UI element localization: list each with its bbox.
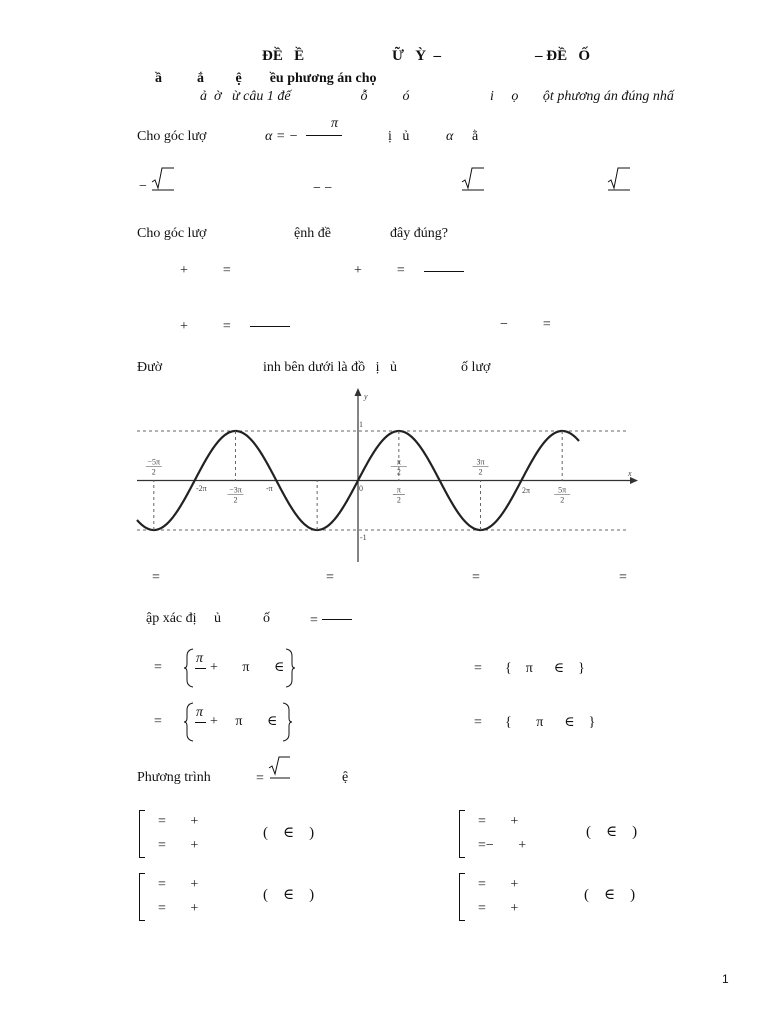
q5-option-a-line2[interactable]: = + (158, 838, 199, 853)
q5-option-a-line1[interactable]: = + (158, 814, 199, 829)
q5-option-c-line2[interactable]: = + (158, 901, 199, 916)
y-axis-arrow (355, 388, 362, 396)
q2-prompt: Cho góc lượ (137, 226, 207, 241)
q2-option-b[interactable]: + = (354, 263, 405, 278)
tick-numerator: −3π (229, 485, 242, 495)
q4-option-a-pi: π (196, 651, 204, 666)
right-brace-icon (281, 702, 293, 742)
q4-fraction-bar (195, 722, 206, 723)
tick-denominator: 2 (478, 467, 483, 477)
q1-pi: π (331, 116, 339, 131)
tick-numerator: π (396, 457, 401, 467)
q4-equals: = (310, 613, 318, 628)
y-tick-minus-1: -1 (360, 533, 367, 542)
tick-2pi: 2π (522, 486, 531, 495)
x-axis-label: x (628, 469, 632, 478)
tick-numerator: 5π (558, 485, 567, 495)
page-number: 1 (722, 972, 729, 986)
q5-option-d-condition: ( ∈ ) (584, 887, 636, 903)
q5-prompt: Phương trình (137, 770, 211, 785)
tick-numerator: −5π (147, 457, 161, 467)
y-axis-label: y (364, 392, 368, 401)
q2-option-d[interactable]: − = (500, 317, 551, 332)
q4-option-d-body: { π ∈ } (505, 715, 596, 730)
q4-option-b-body: { π ∈ } (505, 661, 585, 676)
q5-option-b-condition: ( ∈ ) (586, 824, 638, 840)
q1-prompt: Cho góc lượ (137, 129, 207, 144)
q5-equals: = (256, 771, 264, 786)
q3-tail: ố lượ (461, 360, 491, 375)
x-tick-fraction (227, 486, 243, 505)
tick-numerator: 3π (476, 457, 485, 467)
q4-option-c-pi: π (196, 705, 204, 720)
q3-option-d[interactable]: = (619, 570, 627, 585)
q3-prompt: Đườ (137, 360, 163, 375)
q5-option-a-condition: ( ∈ ) (263, 825, 315, 841)
q5-bracket (139, 810, 145, 858)
q1-tail-1: ị ủ (388, 129, 410, 144)
origin-label: 0 (359, 484, 363, 493)
q5-tail: ệ (342, 770, 349, 785)
x-tick-fraction (554, 486, 570, 505)
q1-formula: α = − (265, 129, 299, 144)
q4-prompt: ập xác đị ủ ố (146, 611, 271, 626)
q3-option-a[interactable]: = (152, 570, 160, 585)
tick-numerator: π (396, 485, 401, 495)
q4-option-d-lhs[interactable]: = (474, 715, 482, 730)
tick-minus-pi: -π (266, 484, 273, 493)
q5-option-d-line2[interactable]: = + (478, 901, 519, 916)
x-tick-fraction (391, 458, 407, 477)
instruction: ả ờ ừ câu 1 đế ỗ ó i ọ ột phương án đúng nhấ (200, 89, 674, 104)
q3-option-c[interactable]: = (472, 570, 480, 585)
right-brace-icon (284, 648, 296, 688)
q2-option-a[interactable]: + = (180, 263, 231, 278)
q2-middle: ệnh đề (294, 226, 331, 241)
q3-option-b[interactable]: = (326, 570, 334, 585)
q5-bracket (139, 873, 145, 921)
q5-option-c-line1[interactable]: = + (158, 877, 199, 892)
section-title: ầ ắ ệ ều phương án chọ (155, 71, 377, 86)
title-left: ĐỀ Ề (262, 48, 305, 64)
tick-denominator: 2 (151, 467, 156, 477)
q5-option-d-line1[interactable]: = + (478, 877, 519, 892)
q5-option-c-condition: ( ∈ ) (263, 887, 315, 903)
left-brace-icon (183, 702, 195, 742)
tick-denominator: 2 (396, 495, 401, 505)
q5-bracket (459, 810, 465, 858)
q4-option-c-lhs[interactable]: = (154, 714, 162, 729)
q5-option-b-line1[interactable]: = + (478, 814, 519, 829)
q5-option-b-line2[interactable]: =− + (478, 838, 527, 853)
tick-denominator: 2 (233, 495, 238, 505)
tick-denominator: 2 (396, 467, 401, 477)
q1-option-b[interactable]: − − (313, 181, 333, 196)
tick-denominator: 2 (560, 495, 565, 505)
title-middle: Ữ Ỳ – (392, 48, 442, 64)
left-brace-icon (183, 648, 195, 688)
q5-bracket (459, 873, 465, 921)
title-right: – ĐỀ Ố (535, 48, 591, 64)
q4-option-c-body: + π ∈ (210, 714, 278, 729)
x-tick-fraction (393, 486, 405, 505)
q4-fraction-bar (195, 668, 206, 669)
q4-fraction-bar (322, 619, 352, 620)
y-tick-1: 1 (359, 420, 363, 429)
q4-option-a-body: + π ∈ (210, 660, 285, 675)
x-axis-arrow (630, 477, 638, 484)
q1-option-a[interactable]: − (139, 179, 147, 194)
x-tick-fraction (473, 458, 489, 477)
q1-tail-2: ằ (472, 129, 479, 144)
x-tick-fraction (146, 458, 162, 477)
q4-option-a-lhs[interactable]: = (154, 660, 162, 675)
q3-middle: inh bên dưới là đồ ị ủ (263, 360, 397, 375)
q2-option-c[interactable]: + = (180, 319, 231, 334)
q2-tail: đây đúng? (390, 226, 448, 241)
sqrt-icon (268, 756, 292, 782)
tick-minus-2pi: -2π (196, 484, 207, 493)
q4-option-b-lhs[interactable]: = (474, 661, 482, 676)
q1-alpha: α (446, 129, 454, 144)
